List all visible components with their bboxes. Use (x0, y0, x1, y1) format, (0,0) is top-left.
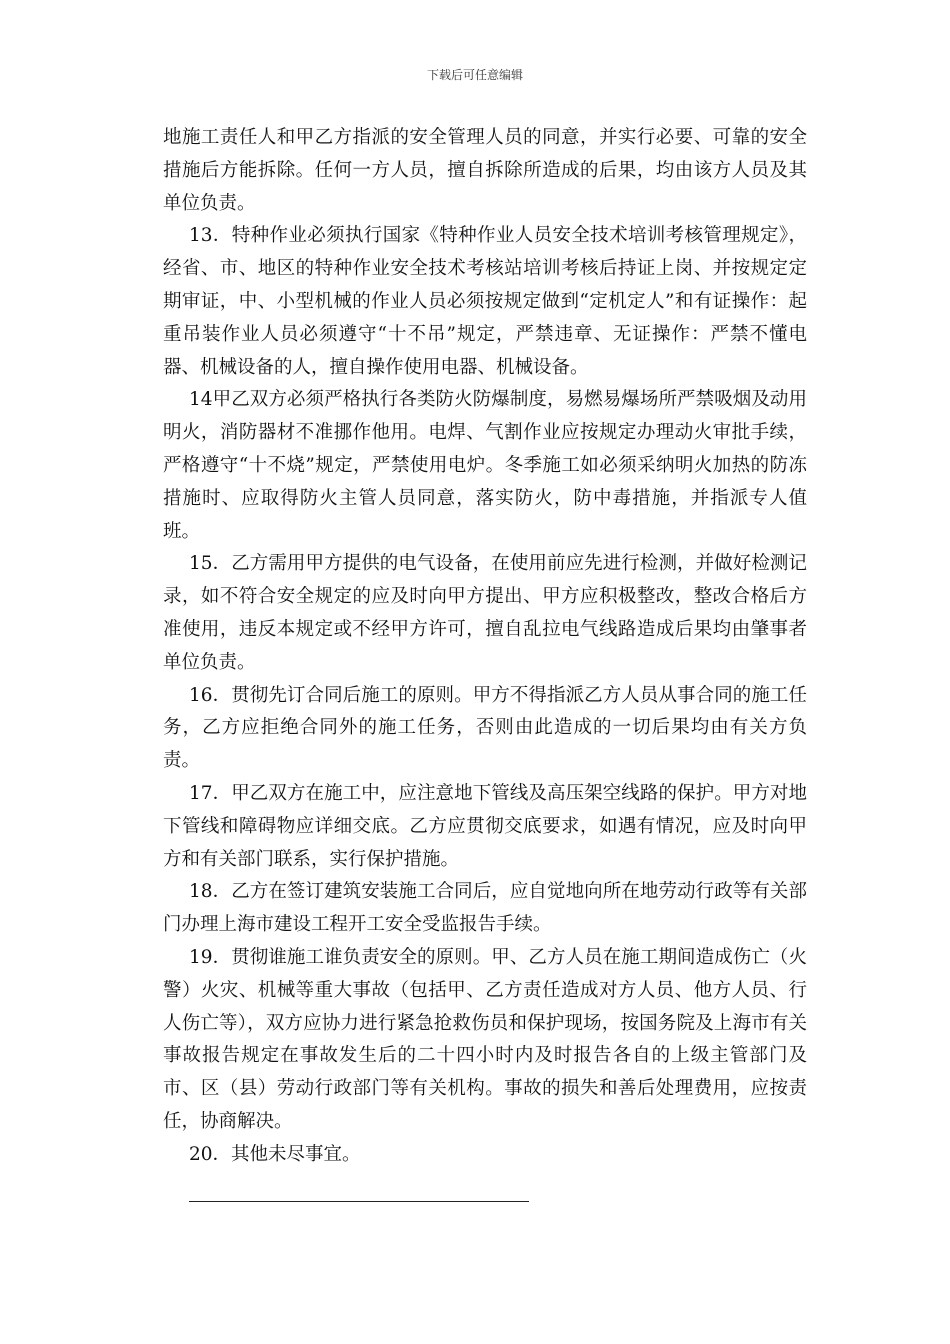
document-body (163, 122, 807, 1172)
page-header: 下载后可任意编辑 (426, 68, 523, 82)
paragraph-continuation: 地施工责任人和甲乙方指派的安全管理人员的同意，并实行必要、可靠的安全措施后方能拆除。任何一方人员，擅自拆除所造成的后果，均由该方人员及其单位负责。 (163, 127, 807, 214)
paragraph-item-14: 14甲乙双方必须严格执行各类防火防爆制度，易燃易爆场所严禁吸烟及动用明火，消防器材不准挪作他用。电焊、气割作业应按规定办理动火审批手续，严格遵守“十不烧”规定，严禁使用电炉。冬季施工如必须采纳明火加热的防冻措施时、应取得防火主管人员同意，落实防火，防中毒措施，并指派专人值班。 (163, 389, 807, 542)
paragraph-item-19: 19．贯彻谁施工谁负责安全的原则。甲、乙方人员在施工期间造成伤亡（火警）火灾、机械等重大事故（包括甲、乙方责任造成对方人员、他方人员、行人伤亡等），双方应协力进行紧急抢救伤员和保护现场，按国务院及上海市有关事故报告规定在事故发生后的二十四小时内及时报告各自的上级主管部门及市、区（县）劳动行政部门等有关机构。事故的损失和善后处理费用，应按责任，协商解决。 (163, 946, 807, 1132)
paragraph-item-16: 16．贯彻先订合同后施工的原则。甲方不得指派乙方人员从事合同的施工任务，乙方应拒绝合同外的施工任务，否则由此造成的一切后果均由有关方负责。 (163, 684, 807, 772)
paragraph-item-17: 17．甲乙双方在施工中，应注意地下管线及高压架空线路的保护。甲方对地下管线和障碍物应详细交底。乙方应贯彻交底要求，如遇有情况，应及时向甲方和有关部门联系，实行保护措施。 (163, 782, 807, 870)
paragraph-item-15: 15．乙方需用甲方提供的电气设备，在使用前应先进行检测，并做好检测记录，如不符合安全规定的应及时向甲方提出、甲方应积极整改，整改合格后方准使用，违反本规定或不经甲方许可，擅自乱拉电气线路造成后果均由肇事者单位负责。 (163, 553, 807, 673)
paragraph-item-18: 18．乙方在签订建筑安装施工合同后，应自觉地向所在地劳动行政等有关部门办理上海市建设工程开工安全受监报告手续。 (163, 881, 807, 936)
paragraph-item-13: 13．特种作业必须执行国家《特种作业人员安全技术培训考核管理规定》，经省、市、地区的特种作业安全技术考核站培训考核后持证上岗、并按规定定期审证，中、小型机械的作业人员必须按规定做到“定机定人”和有证操作：起重吊装作业人员必须遵守“十不吊”规定，严禁违章、无证操作：严禁不懂电器、机械设备的人，擅自操作使用电器、机械设备。 (163, 225, 807, 378)
blank-fill-line (189, 1201, 529, 1202)
paragraph-item-20: 20．其他未尽事宜。 (189, 1143, 361, 1165)
